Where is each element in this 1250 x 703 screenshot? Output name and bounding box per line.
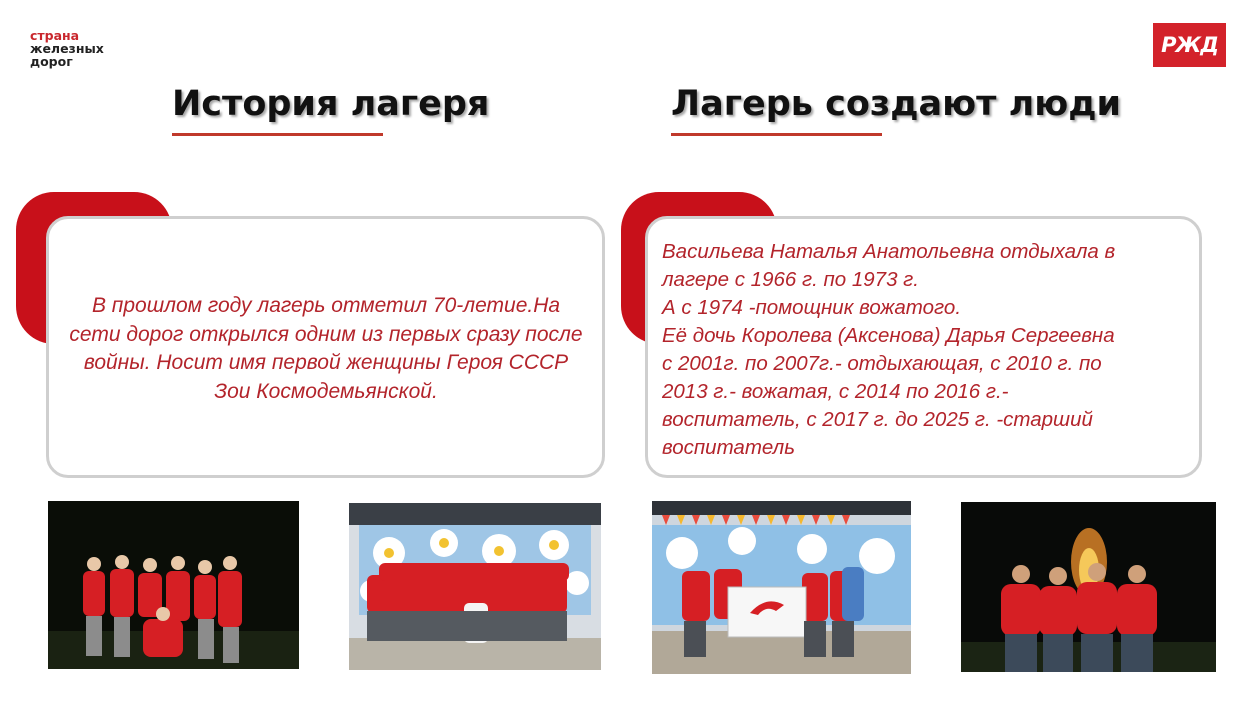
left-card-text: В прошлом году лагерь отметил 70-летие.На сети дорог открылся одним из первых сразу после войны. Носит имя первой женщины Героя СССР Зои Космодемьянской. — [69, 294, 583, 403]
right-heading: Лагерь создают люди — [671, 84, 1122, 124]
right-card-line: воспитатель, с 2017 г. до 2025 г. -старший — [662, 408, 1093, 431]
photo-bonfire-group — [961, 502, 1216, 672]
right-card-text — [662, 238, 1192, 462]
photo-stage-group-image — [349, 503, 601, 670]
photo-stage-group — [349, 503, 601, 670]
right-card-line: с 2001г. по 2007г.- отдыхающая, с 2010 г. по — [662, 352, 1102, 375]
right-card-line: 2013 г.- вожатая, с 2014 по 2016 г.- — [662, 380, 1009, 403]
right-card-line: Её дочь Королева (Аксенова) Дарья Сергеевна — [662, 324, 1115, 347]
rzd-logo-text: РЖД — [1161, 33, 1218, 57]
brand-logo-text — [30, 29, 104, 68]
brand-line-1: страна — [30, 28, 80, 43]
left-heading-underline — [172, 133, 383, 136]
right-card-line: Васильева Наталья Анатольевна отдыхала в — [662, 240, 1116, 263]
right-card-line: лагере с 1966 г. по 1973 г. — [662, 268, 919, 291]
left-heading: История лагеря — [172, 84, 490, 124]
right-heading-underline — [671, 133, 882, 136]
photo-flag-group-image — [652, 501, 911, 674]
photo-night-group — [48, 501, 299, 669]
brand-line-3: дорог — [30, 54, 73, 69]
right-card-line: воспитатель — [662, 436, 795, 459]
photo-night-group-image — [48, 501, 299, 669]
right-card-line: А с 1974 -помощник вожатого. — [662, 296, 962, 319]
brand-line-2: железных — [30, 41, 104, 56]
rzd-logo — [1153, 23, 1226, 67]
photo-flag-group — [652, 501, 911, 674]
photo-bonfire-group-image — [961, 502, 1216, 672]
